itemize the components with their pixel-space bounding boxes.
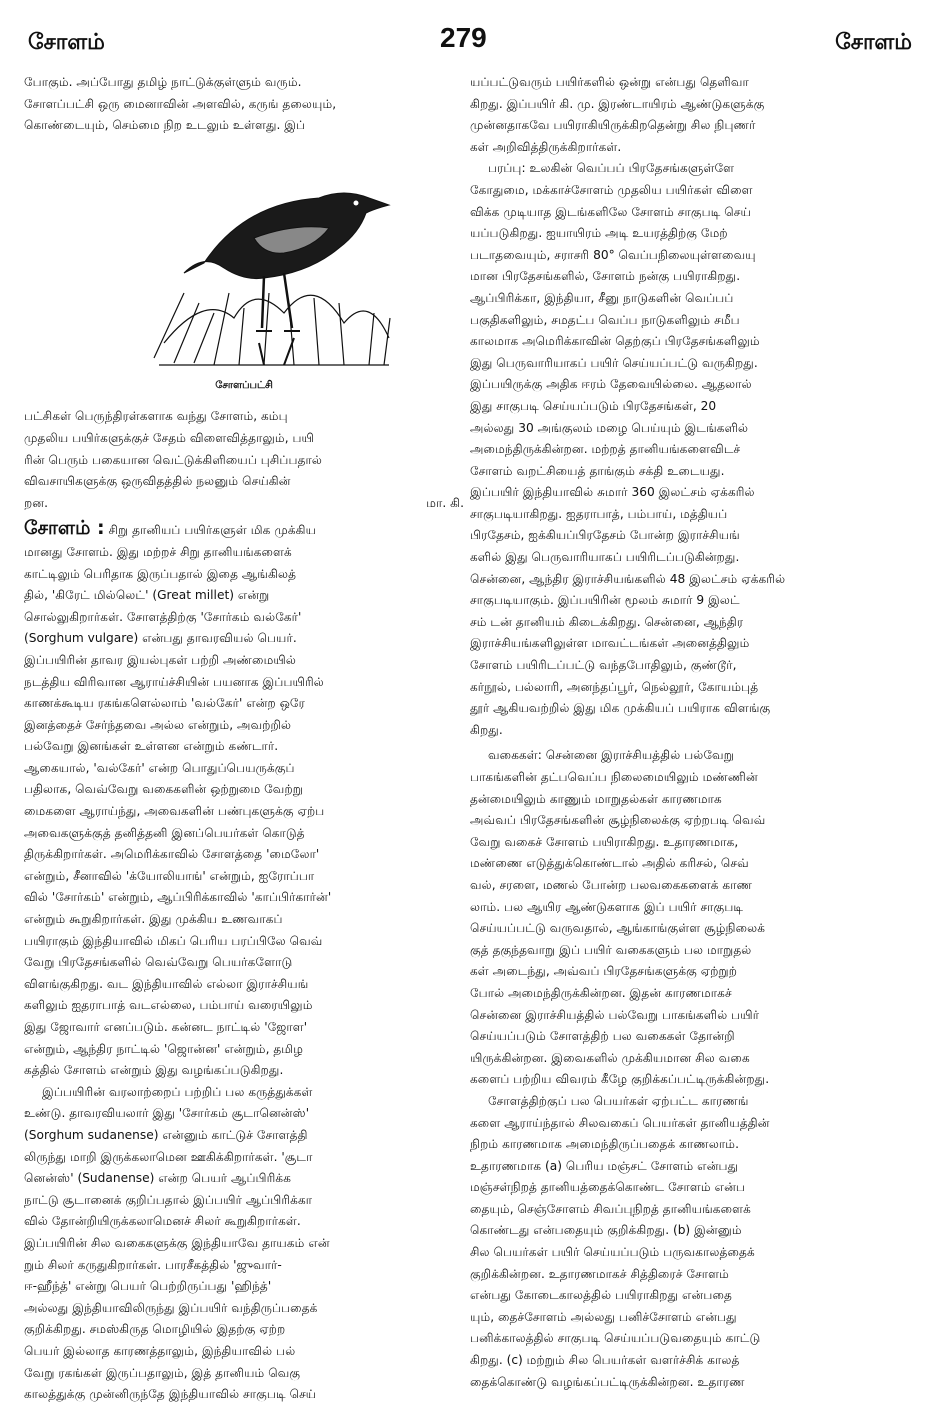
text-line: கிறது. (c) மற்றும் சில பெயர்கள் வளர்ச்சிக் காலத்	[470, 1353, 740, 1368]
header-left-title: சோளம்	[28, 30, 105, 55]
text-line: பயிராகும் இந்தியாவில் மிகப் பெரிய பரப்பிலே வெவ்	[24, 933, 323, 948]
text-line: பதிலாக, வெவ்வேறு வகைகளின் ஒற்றுமை வேற்று	[24, 782, 303, 797]
text-line: சாகுபடியாகும். இப்பயிரின் மூலம் சுமார் 9 இலட்	[470, 593, 740, 608]
text-line: யிருக்கின்றன. இவைகளில் முக்கியமான சில வகை	[470, 1050, 750, 1065]
page-number: 279	[440, 22, 487, 53]
text-line: தில், 'கிரேட் மில்லெட்' (Great millet) என்று	[24, 588, 270, 603]
page-header	[0, 0, 940, 60]
right-column	[470, 72, 914, 1393]
text-line: இப்பயிருக்கு அதிக ஈரம் தேவையில்லை. ஆதலால்	[470, 377, 752, 392]
text-line: பிரதேசம், ஐக்கியப்பிரதேசம் போன்ற இராச்சியங்	[470, 528, 740, 543]
text-line: யும், தைச்சோளம் அல்லது பனிச்சோளம் என்பது	[470, 1309, 737, 1324]
text-line: சொல்லுகிறார்கள். சோளத்திற்கு 'சோர்கம் வல்கேர்'	[24, 609, 302, 624]
text-line: இப்பயிர் இந்தியாவில் சுமார் 360 இலட்சம் ஏக்கரில்	[470, 485, 755, 500]
entry-paragraph	[24, 518, 464, 1081]
text-line: அல்லது 30 அங்குலம் மழை பெய்யும் இடங்களில்	[470, 420, 749, 435]
text-line: களைப் பற்றிய விவரம் கீழே குறிக்கப்பட்டிருக்கின்றது.	[470, 1072, 770, 1087]
text-line: வேறு வகைச் சோளம் பயிராகிறது. உதாரணமாக,	[470, 834, 739, 849]
text-line: தையும், செஞ்சோளம் சிவப்புநிறத் தானியங்களைக்	[470, 1201, 751, 1216]
text-line: யப்பட்டுவரும் பயிர்களில் ஒன்று என்பது தெளிவா	[470, 75, 749, 89]
text-line: தன்மையிலும் காணும் மாறுதல்கள் காரணமாக	[470, 791, 722, 806]
text-line: நிறம் காரணமாக அமைந்திருப்பதைக் காணலாம்.	[470, 1137, 739, 1152]
text-line: லிருந்து மாறி இருக்கலாமென ஊகிக்கிறார்கள். 'சூடா	[24, 1149, 313, 1164]
text-line: மண்ணை எடுத்துக்கொண்டால் அதில் கரிசல், செவ்	[470, 856, 749, 871]
text-line: குறிக்கின்றன. உதாரணமாகச் சித்திரைச் சோளம்	[470, 1266, 729, 1281]
text-line: லாம். பல ஆயிர ஆண்டுகளாக இப் பயிர் சாகுபடி	[470, 899, 744, 914]
text-line: மஞ்சள்நிறத் தானியத்தைக்கொண்ட சோளம் என்ப	[470, 1180, 745, 1195]
history-paragraph	[24, 1082, 464, 1406]
text-line: சம் டன் தானியம் கிடைக்கிறது. சென்னை, ஆந்திர	[470, 614, 744, 629]
text-line: ஆகையால், 'வல்கேர்' என்ற பொதுப்பெயருக்குப்	[24, 760, 295, 775]
text-line: னென்ஸ்' (Sudanense) என்ற பெயர் ஆப்பிரிக்க	[24, 1171, 291, 1186]
text-line: பனிக்காலத்தில் சாகுபடி செய்யப்படுவதையும் காட்டு	[470, 1331, 761, 1346]
text-line: களில் இது பெருவாரியாகப் பயிரிடப்படுகின்றது.	[470, 550, 740, 565]
text-line: சோளத்திற்குப் பல பெயர்கள் ஏற்பட்ட காரணங்	[488, 1093, 749, 1108]
text-line: கள் அடைந்து, அவ்வப் பிரதேசங்களுக்கு ஏற்றுற்	[470, 964, 738, 979]
text-line: குத் தகுந்தவாறு இப் பயிர் வகைகளும் பல மாறுதல்	[470, 942, 752, 957]
text-line: கோதுமை, மக்காச்சோளம் முதலிய பயிர்கள் விளை	[470, 182, 753, 197]
text-line: போகும். அப்போது தமிழ் நாட்டுக்குள்ளும் வரும்.	[24, 75, 302, 89]
author-signature: மா. கி.	[426, 495, 464, 510]
text-line: விக்க முடியாத இடங்களிலே சோளம் சாகுபடி செய்	[470, 204, 751, 219]
text-line: முன்னதாகவே பயிராகியிருக்கிறதென்று சில நிபுணர்	[470, 118, 756, 133]
text-line	[24, 493, 464, 515]
text-line: இது பெருவாரியாகப் பயிர் செய்யப்பட்டு வருகிறது.	[470, 355, 758, 370]
text-line: இப்பயிரின் சில வகைகளுக்கு இந்தியாவே தாயகம் என்	[24, 1235, 330, 1250]
continuation-paragraph	[470, 72, 914, 158]
text-line: மைகளை ஆராய்ந்து, அவைகளின் பண்புகளுக்கு ஏற்ப	[24, 804, 325, 819]
text-line: சோளம் பயிரிடப்பட்டு வந்தபோதிலும், குண்டூர்,	[470, 658, 737, 673]
text-line: ரின் பெரும் பகையான வெட்டுக்கிளியைப் புசிப்பதால்	[24, 452, 322, 467]
text-line: சென்னை, ஆந்திர இராச்சியங்களில் 48 இலட்சம் ஏக்கரில்	[470, 571, 786, 586]
text-line: இப்பயிரின் வரலாற்றைப் பற்றிப் பல கருத்துக்கள்	[42, 1084, 313, 1099]
text-line: என்றும் கூறுகிறார்கள். இது முக்கிய உணவாகப்	[24, 912, 283, 927]
text-line: சில பெயர்கள் பயிர் செய்யப்படும் பருவகாலத்தைக்	[470, 1245, 755, 1260]
text-line: கிறது. இப்பயிர் கி. மு. இரண்டாயிரம் ஆண்டுகளுக்கு	[470, 96, 765, 111]
text-line: அவ்வப் பிரதேசங்களின் சூழ்நிலைக்கு ஏற்றபடி வெவ்	[470, 813, 766, 828]
text-line: யப்படுகிறது. ஐயாயிரம் அடி உயரத்திற்கு மேற்	[470, 226, 728, 241]
text-line: அல்லது இந்தியாவிலிருந்து இப்பயிர் வந்திருப்பதைக்	[24, 1300, 318, 1315]
text-line: பரப்பு: உலகின் வெப்பப் பிரதேசங்களுள்ளே	[488, 161, 735, 176]
bird-paragraph	[24, 406, 464, 514]
text-line: அமைந்திருக்கின்றன. மற்றத் தானியங்களைவிடச்	[470, 442, 741, 457]
text-line: பல்வேறு இனங்கள் உள்ளன என்றும் கண்டார்.	[24, 739, 279, 754]
text-line: மானது சோளம். இது மற்றச் சிறு தானியங்களைக்	[24, 544, 292, 559]
myna-bird-drawing	[144, 143, 394, 371]
text-line: படாதவையும், சராசரி 80° வெப்பநிலையுள்ளவையு	[470, 247, 756, 262]
text-line: ஆப்பிரிக்கா, இந்தியா, சீனு நாடுகளின் வெப்பப்	[470, 290, 734, 305]
text-line: சோளம் வறட்சியைத் தாங்கும் சக்தி உடையது.	[470, 463, 725, 478]
text-line: இராச்சியங்களிலுள்ள மாவட்டங்கள் அனைத்திலும்	[470, 636, 750, 651]
text-line: காட்டிலும் பெரிதாக இருப்பதால் இதை ஆங்கிலத்	[24, 566, 297, 581]
text-line: போல் அமைந்திருக்கின்றன. இதன் காரணமாகச்	[470, 985, 732, 1000]
text-line: (Sorghum sudanense) என்னும் காட்டுச் சோளத்தி	[24, 1127, 308, 1142]
bird-illustration	[24, 143, 464, 373]
text-line: கத்தில் சோளம் என்றும் இது வழங்கப்படுகிறது.	[24, 1063, 284, 1078]
figure-caption: சோளப்பட்சி	[215, 379, 273, 391]
text-line: சாகுபடியாகிறது. ஐதராபாத், பம்பாய், மத்தியப்	[470, 506, 728, 521]
text-line: கர்நூல், பல்லாரி, அனந்தப்பூர், நெல்லூர், கோயம்புத்	[470, 679, 759, 694]
text-line: சோளப்பட்சி ஒரு மைனாவின் அளவில், கருங் தலையும்,	[24, 96, 337, 111]
header-right-title: சோளம்	[835, 30, 912, 55]
text-fragment: சிறு தானியப் பயிர்களுள் மிக முக்கிய	[108, 523, 317, 538]
text-line: களை ஆராய்ந்தால் சிலவகைப் பெயர்கள் தானியத்தின்	[470, 1115, 770, 1130]
text-line: கொண்டையும், செம்மை நிற உடலும் உள்ளது. இப்	[24, 118, 306, 133]
text-line: செய்யப்பட்டு வருவதால், ஆங்காங்குள்ள சூழ்நிலைக்	[470, 921, 766, 936]
text-line: என்பது கோடைகாலத்தில் பயிராகிறது என்பதை	[470, 1288, 732, 1303]
text-line: தைக்கொண்டு வழங்கப்பட்டிருக்கின்றன. உதாரண	[470, 1374, 745, 1389]
types-paragraph	[470, 745, 914, 1091]
text-line: வேறு பிரதேசங்களில் வெவ்வேறு பெயர்களோடு	[24, 955, 293, 970]
text-line: இது ஜோவார் எனப்படும். கன்னட நாட்டில் 'ஜோள'	[24, 1020, 308, 1034]
text-line: பாகங்களின் தட்பவெப்ப நிலைமையிலும் மண்ணின்	[470, 770, 758, 784]
text-line: சென்னை இராச்சியத்தில் பல்வேறு பாகங்களில் பயிர்	[470, 1007, 760, 1022]
text-line: காணக்கூடிய ரகங்களெல்லாம் 'வல்கேர்' என்ற ஒரே	[24, 696, 305, 711]
text-line: காலத்துக்கு முன்னிருந்தே இந்தியாவில் சாகுபடி செய்	[24, 1387, 317, 1402]
entry-title: சோளம் :	[24, 518, 105, 540]
text-line: இனத்தைச் சேர்ந்தவை அல்ல என்றும், அவற்றில்	[24, 717, 292, 732]
text-line: கிறது.	[470, 722, 503, 737]
left-column	[24, 72, 464, 1406]
text-line: பகுதிகளிலும், சமதட்ப வெப்ப நாடுகளிலும் சமீப	[470, 312, 740, 327]
text-line: கொண்டது என்பதையும் குறிக்கிறது. (b) இன்னும்	[470, 1223, 742, 1238]
text-line: றும் சிலர் கருதுகிறார்கள். பாரசீகத்தில் 'ஜுவார்-	[24, 1257, 282, 1272]
text-line: வகைகள்: சென்னை இராச்சியத்தில் பல்வேறு	[488, 748, 734, 763]
text-fragment: றன.	[24, 495, 48, 510]
text-line: உண்டு. தாவரவியலார் இது 'சோர்கம் சூடானென்ஸ்'	[24, 1106, 310, 1121]
text-line: காலமாக அமெரிக்காவின் தெற்குப் பிரதேசங்களிலும்	[470, 334, 760, 349]
text-line: விவசாயிகளுக்கு ஒருவிதத்தில் நலனும் செய்கின்	[24, 474, 291, 489]
text-line: என்றும், சீனாவில் 'க்யோலியாங்' என்றும், ஐரோப்பா	[24, 868, 315, 883]
text-line: குறிக்கிறது. சமஸ்கிருத மொழியில் இதற்கு ஏற்ற	[24, 1322, 286, 1337]
text-line: ஈ-ஹீந்த்' என்று பெயர் பெற்றிருப்பது 'ஹிந்த்'	[24, 1279, 272, 1294]
text-line: இப்பயிரின் தாவர இயல்புகள் பற்றி அண்மையில்	[24, 652, 297, 667]
text-line: விளங்குகிறது. வட இந்தியாவில் எல்லா இராச்சியங்	[24, 976, 309, 991]
names-paragraph	[470, 1091, 914, 1393]
text-line: அவைகளுக்குத் தனித்தனி இனப்பெயர்கள் கொடுத்	[24, 825, 305, 840]
text-line: முதலிய பயிர்களுக்குச் சேதம் விளைவித்தாலும், பயி	[24, 430, 315, 445]
text-line: தூர் ஆகியவற்றில் இது மிக முக்கியப் பயிராக விளங்கு	[470, 701, 771, 716]
text-line: வேறு ரகங்கள் இருப்பதாலும், இத் தானியம் வெகு	[24, 1365, 301, 1380]
spread-paragraph	[470, 158, 914, 741]
entry-heading-line	[24, 518, 464, 542]
text-line: களிலும் ஐதராபாத் வடஎல்லை, பம்பாய் வரையிலும்	[24, 998, 313, 1013]
text-line: திருக்கிறார்கள். அமெரிக்காவில் சோளத்தை 'மைலோ'	[24, 847, 320, 862]
text-line: இது சாகுபடி செய்யப்படும் பிரதேசங்கள், 20	[470, 398, 717, 413]
text-line: மான பிரதேசங்களில், சோளம் நன்கு பயிராகிறது.	[470, 269, 741, 284]
text-line: பட்சிகள் பெருந்திரள்களாக வந்து சோளம், கம்பு	[24, 409, 288, 424]
text-line: பெயர் இல்லாத காரணத்தாலும், இந்தியாவில் பல்	[24, 1343, 296, 1358]
text-line: வில் 'சோர்கம்' என்றும், ஆப்பிரிக்காவில் 'காப்பிர்கார்ன்'	[24, 890, 332, 905]
text-line: நடத்திய விரிவான ஆராய்ச்சியின் பயனாக இப்பயிரில்	[24, 674, 324, 689]
intro-paragraph	[24, 72, 464, 137]
text-line: செய்யப்படும் சோளத்திற் பல வகைகள் தோன்றி	[470, 1029, 735, 1044]
text-line: நாட்டு சூடானைக் குறிப்பதால் இப்பயிர் ஆப்பிரிக்கா	[24, 1192, 313, 1207]
text-line: என்றும், ஆந்திர நாட்டில் 'ஜொன்ன' என்றும், தமிழ	[24, 1041, 304, 1056]
text-line: (Sorghum vulgare) என்பது தாவரவியல் பெயர்.	[24, 631, 297, 646]
text-line: உதாரணமாக (a) பெரிய மஞ்சட் சோளம் என்பது	[470, 1158, 739, 1173]
text-line: வில் தோன்றியிருக்கலாமெனச் சிலர் கூறுகிறார்கள்.	[24, 1214, 301, 1229]
text-line: கள் அறிவித்திருக்கிறார்கள்.	[470, 139, 622, 154]
text-line: வல், சரளை, மணல் போன்ற பலவகைகளைக் காண	[470, 877, 753, 892]
